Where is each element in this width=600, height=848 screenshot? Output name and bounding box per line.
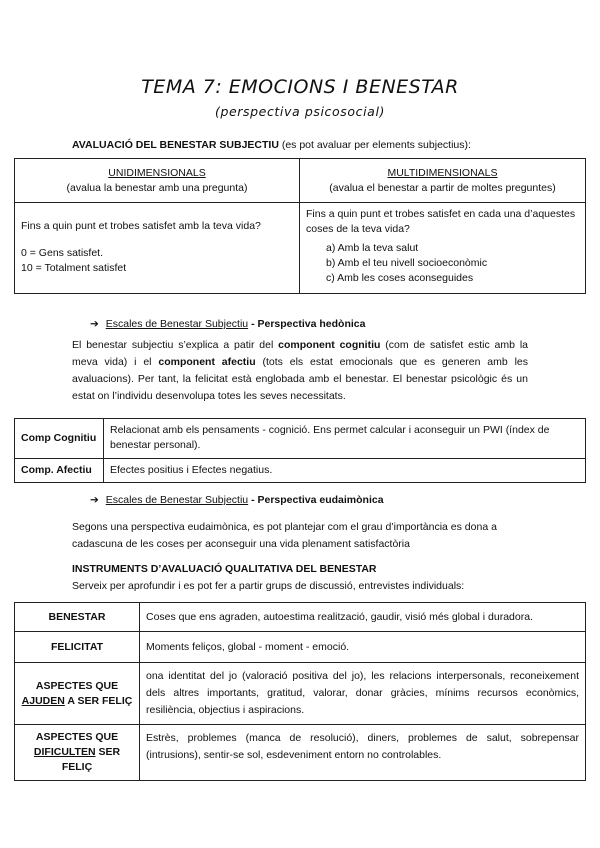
ajuden-key-line2: [21, 694, 133, 709]
dificulten-key-line1: ASPECTES QUE: [35, 731, 119, 743]
bullet-hedonica-rest: - Perspectiva hedònica: [248, 318, 366, 330]
link-escales-hedonica[interactable]: Escales de Benestar Subjectiu: [105, 318, 249, 330]
felicitat-key: FELICITAT: [15, 632, 140, 663]
bullet-eudaimonica-rest: - Perspectiva eudaimònica: [248, 494, 384, 506]
multi-question: Fins a quin punt et trobes satisfet en cada una d’aquestes coses de la teva vida?: [306, 208, 576, 235]
para1-text-2: (com de satisfet estic amb la meva vida) i el: [72, 339, 529, 368]
multi-items-list: [306, 241, 579, 286]
multi-item: a) Amb la teva salut: [326, 242, 419, 254]
para1-bold-afectiu: component afectiu: [158, 356, 256, 368]
benestar-value: Coses que ens agraden, autoestima realització, gaudir, visió més global i duradora.: [140, 603, 586, 632]
ajuden-value: ona identitat del jo (valoració positiva del jo), les relacions interpersonals, reconeixement dels altres importants, gratitud, valorar, donar gràcies, mínims recursos econòmics, resiliència, objectius i aspiracions.: [140, 663, 586, 725]
multi-item: b) Amb el teu nivell socioeconòmic: [326, 257, 488, 269]
dimensions-table: [14, 158, 586, 294]
para1-text-1: El benestar subjectiu s’explica a patir del: [72, 339, 279, 351]
ajuden-key-line1: ASPECTES QUE: [35, 679, 119, 692]
bullet-hedonica: [90, 318, 365, 330]
dificulten-key-underlined: DIFICULTEN: [33, 746, 96, 758]
section-heading-avaluacio: [72, 138, 471, 153]
comp-cognitiu-value: Relacionat amb els pensaments - cognició. Ens permet calcular i aconseguir un PWI (índex de benestar personal).: [104, 419, 586, 459]
components-table: [14, 418, 586, 483]
page-subtitle: (perspectiva psicosocial): [214, 104, 385, 119]
para1-bold-cognitiu: component cognitiu: [278, 339, 381, 351]
ajuden-key-underlined: AJUDEN: [21, 694, 65, 707]
comp-afectiu-key: Comp. Afectiu: [15, 459, 104, 483]
ajuden-key-rest: A SER FELIÇ: [64, 694, 133, 707]
arrow-icon: ➔: [90, 494, 99, 506]
uni-subtitle: (avalua la benestar amb una pregunta): [66, 181, 248, 194]
uni-scale-ten: 10 = Totalment satisfet: [21, 262, 127, 274]
qualitative-table: [14, 602, 586, 781]
bullet-eudaimonica: [90, 494, 384, 506]
comp-afectiu-value: Efectes positius i Efectes negatius.: [104, 459, 586, 483]
ajuden-key: [15, 663, 140, 725]
dificulten-key: [15, 725, 140, 781]
felicitat-value: Moments feliços, global - moment - emoció.: [140, 632, 586, 663]
para1-text-3: (tots els estat emocionals que es generen amb les avaluacions). Per tant, la felicitat està englobada amb el benestar. El benestar psicològic és un estat on l’individu desenvolupa totes les seves necessitats.: [72, 356, 529, 402]
multi-body-cell: [300, 203, 586, 294]
link-escales-eudaimonica[interactable]: Escales de Benestar Subjectiu: [105, 494, 249, 506]
dificulten-key-rest: SER FELIÇ: [61, 746, 121, 773]
section-instruments-sub: Serveix per aprofundir i es pot fer a partir grups de discussió, entrevistes individuals:: [72, 580, 465, 592]
dificulten-value: Estrès, problemes (manca de resolució), diners, problemes de salut, sobrepensar (intrusions), sentir-se sol, esdeveniment entorn no controlables.: [140, 725, 586, 781]
uni-header-cell: [15, 159, 300, 203]
uni-scale-zero: 0 = Gens satisfet.: [21, 247, 104, 259]
section-heading-rest: (es pot avaluar per elements subjectius):: [278, 139, 471, 151]
section-heading-instruments: INSTRUMENTS D’AVALUACIÓ QUALITATIVA DEL BENESTAR: [72, 563, 377, 575]
uni-body-cell: [15, 203, 300, 294]
arrow-icon: ➔: [90, 318, 99, 330]
multi-title: MULTIDIMENSIONALS: [387, 166, 498, 179]
uni-title: UNIDIMENSIONALS: [108, 166, 206, 179]
paragraph-eudaimonica: Segons una perspectiva eudaimònica, es pot plantejar com el grau d’importància es dona a cadascuna de les coses per aconseguir una vida plenament satisfactòria: [72, 521, 497, 550]
comp-cognitiu-key: Comp Cognitiu: [15, 419, 104, 459]
uni-question: Fins a quin punt et trobes satisfet amb la teva vida?: [21, 220, 261, 232]
multi-subtitle: (avalua el benestar a partir de moltes preguntes): [329, 181, 556, 194]
multi-header-cell: [300, 159, 586, 203]
dificulten-key-line2: [21, 745, 133, 775]
benestar-key: BENESTAR: [15, 603, 140, 632]
paragraph-components: [72, 337, 528, 405]
section-heading-bold: AVALUACIÓ DEL BENESTAR SUBJECTIU: [72, 139, 279, 151]
multi-item: c) Amb les coses aconseguides: [326, 272, 474, 284]
page-title: TEMA 7: EMOCIONS I BENESTAR: [141, 76, 459, 98]
